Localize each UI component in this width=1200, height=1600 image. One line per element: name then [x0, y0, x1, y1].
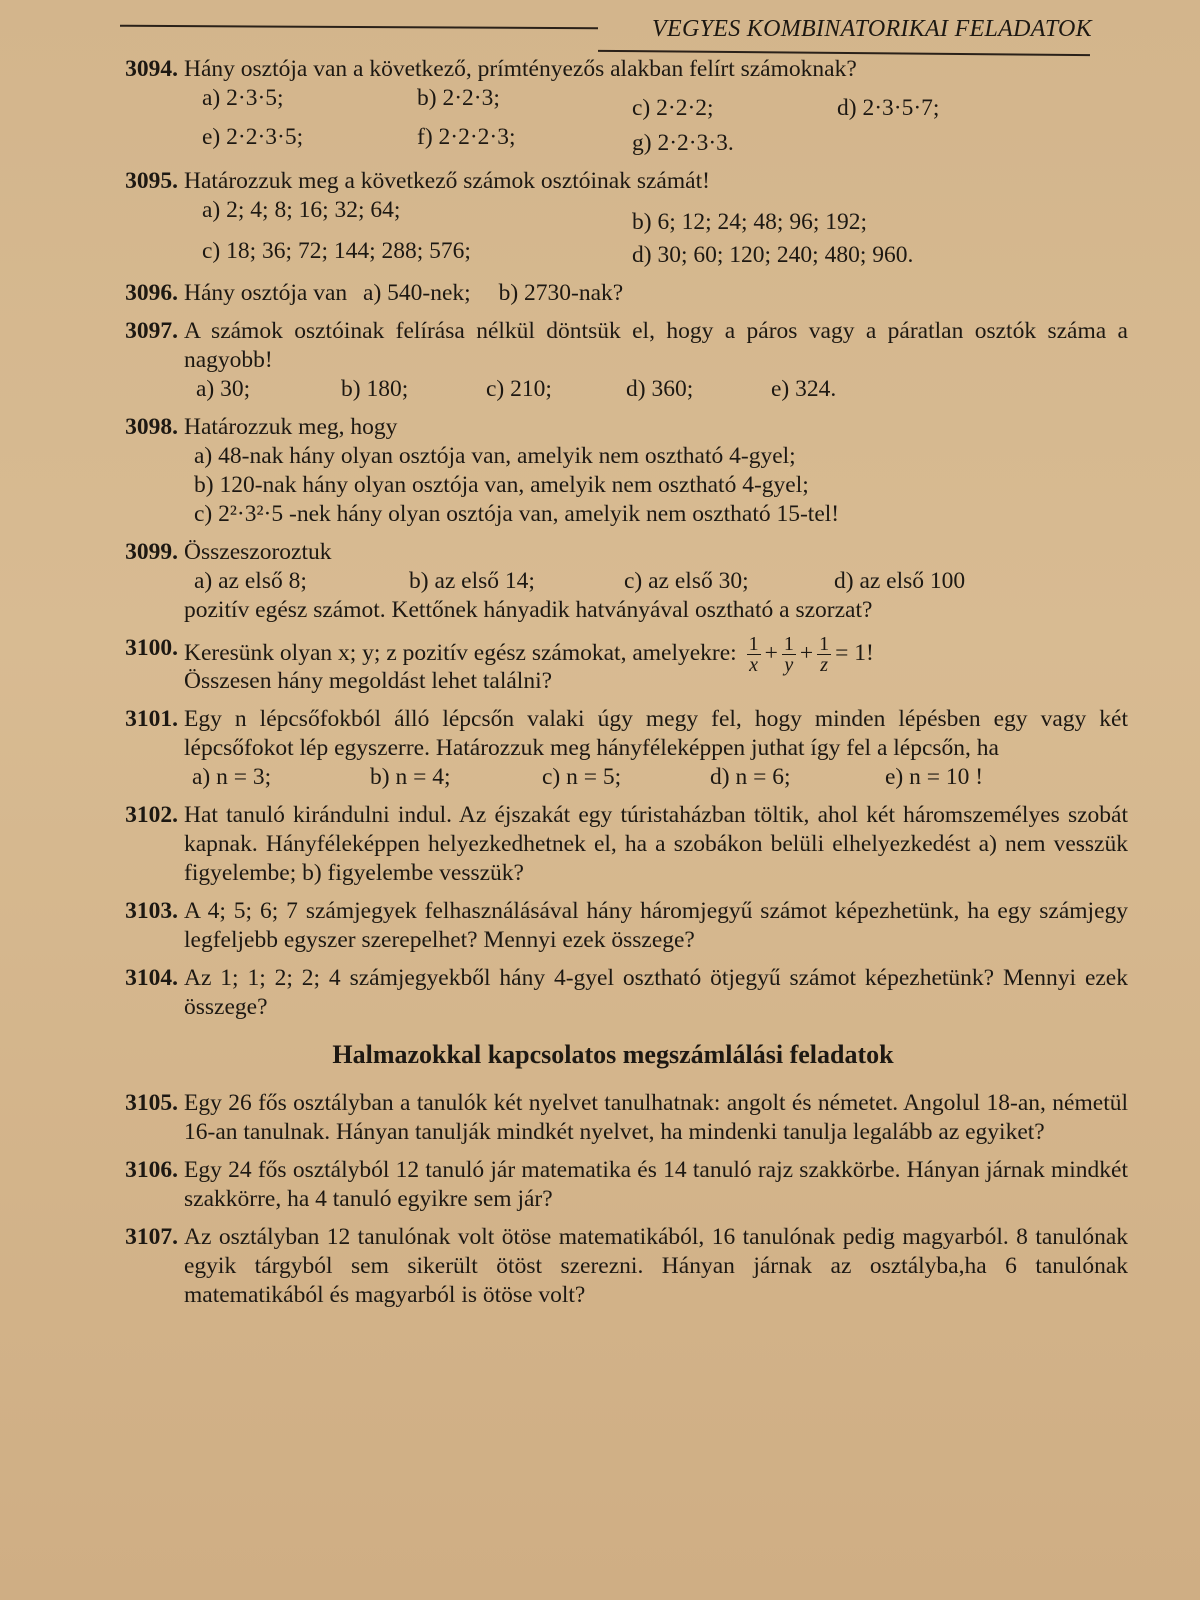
- option-b: b) az első 14;: [409, 568, 535, 594]
- equation-rhs: = 1!: [835, 639, 874, 666]
- option-b: b) 2·2·3;: [417, 85, 500, 111]
- equation: $\frac{1}{x}$ + $\frac{1}{y}$ + $\frac{1}{z}$ = 1!: [748, 633, 874, 676]
- problem-number: 3099.: [125, 539, 178, 565]
- option-a: a) 48-nak hány olyan osztója van, amelyik nem osztható 4-gyel;: [194, 443, 796, 469]
- problem-text: Határozzuk meg a következő számok osztóinak számát!: [184, 168, 710, 194]
- exercise-list: [98, 55, 1128, 1319]
- fraction-numerator: 1: [783, 633, 794, 655]
- problem-number: 3105.: [125, 1090, 178, 1116]
- problem-text: Hány osztója van a következő, prímtényezős alakban felírt számoknak?: [184, 56, 857, 82]
- option-d: d) 30; 60; 120; 240; 480; 960.: [632, 242, 914, 268]
- problem-3107: [98, 1223, 1128, 1310]
- problem-text: Az osztályban 12 tanulónak volt ötöse matematikából, 16 tanulónak pedig magyarból. 8 tanulónak egyik tárgyból sem sikerült ötöst szerezni. Hányan járnak az osztályba,ha 6 tanulónak matematikából és magyarból is ötöse volt?: [184, 1224, 1128, 1308]
- option-a: a) az első 8;: [194, 568, 307, 594]
- option-c: c) az első 30;: [624, 568, 749, 594]
- option-a: a) 2; 4; 8; 16; 32; 64;: [202, 197, 401, 223]
- problem-3100: [98, 634, 1128, 696]
- option-a: a) 540-nek;: [363, 280, 471, 306]
- problem-3096: [98, 279, 1128, 308]
- option-c: c) 2·2·2;: [632, 95, 714, 121]
- section-title: Halmazokkal kapcsolatos megszámlálási feladatok: [332, 1040, 894, 1069]
- problem-3104: [98, 964, 1128, 1022]
- header-rule: [120, 25, 598, 30]
- problem-text: Egy 24 fős osztályból 12 tanuló jár matematika és 14 tanuló rajz szakkörbe. Hányan járnak mindkét szakkörre, ha 4 tanuló egyikre sem jár?: [184, 1157, 1128, 1212]
- option-b: b) 120-nak hány olyan osztója van, amelyik nem osztható 4-gyel;: [194, 472, 809, 498]
- problem-3106: [98, 1156, 1128, 1214]
- fraction-denominator: z: [820, 654, 829, 676]
- option-e: e) 2·2·3·5;: [202, 124, 304, 150]
- fraction-numerator: 1: [748, 633, 759, 655]
- problem-text: A 4; 5; 6; 7 számjegyek felhasználásával hány háromjegyű számot képezhetünk, ha egy számjegy legfeljebb egyszer szerepelhet? Mennyi ezek összege?: [184, 898, 1128, 953]
- problem-text: Hány osztója van: [184, 280, 348, 306]
- option-b: b) 180;: [341, 376, 409, 402]
- problem-tail: pozitív egész számot. Kettőnek hányadik hatványával osztható a szorzat?: [184, 597, 873, 623]
- problem-number: 3102.: [125, 802, 178, 828]
- option-c: c) 210;: [486, 376, 552, 402]
- fraction-numerator: 1: [819, 633, 830, 655]
- problem-number: 3107.: [125, 1224, 178, 1250]
- option-c: c) 18; 36; 72; 144; 288; 576;: [202, 238, 471, 264]
- problem-text: A számok osztóinak felírása nélkül döntsük el, hogy a páros vagy a páratlan osztók száma a nagyobb!: [184, 318, 1128, 373]
- problem-tail: Összesen hány megoldást lehet találni?: [184, 668, 553, 694]
- option-e: e) 324.: [771, 376, 837, 402]
- option-d: d) az első 100: [834, 568, 966, 594]
- problem-number: 3100.: [125, 635, 178, 661]
- option-g: g) 2·2·3·3.: [632, 130, 734, 156]
- option-d: d) 2·3·5·7;: [837, 95, 940, 121]
- problem-text: Az 1; 1; 2; 2; 4 számjegyekből hány 4-gyel osztható ötjegyű számot képezhetünk? Mennyi ezek összege?: [184, 965, 1128, 1020]
- problem-number: 3103.: [125, 898, 178, 924]
- problem-number: 3095.: [125, 168, 178, 194]
- problem-number: 3098.: [125, 414, 178, 440]
- problem-text: Egy 26 fős osztályban a tanulók két nyelvet tanulhatnak: angolt és németet. Angolul 18-an, németül 16-an tanulnak. Hányan tanulják mindkét nyelvet, ha mindenki tanulja legalább az egyiket?: [184, 1090, 1128, 1145]
- problem-number: 3096.: [125, 280, 178, 306]
- problem-3099: [98, 538, 1128, 625]
- problem-number: 3094.: [125, 56, 178, 82]
- option-a: a) 2·3·5;: [202, 85, 284, 111]
- option-b: b) n = 4;: [370, 764, 451, 790]
- problem-3101: [98, 705, 1128, 792]
- problem-3103: [98, 897, 1128, 955]
- problem-text: Egy n lépcsőfokból álló lépcsőn valaki úgy megy fel, hogy minden lépésben egy vagy két lépcsőfokot lép egyszerre. Határozzuk meg hányféleképpen juthat így fel a lépcsőn, ha: [184, 706, 1128, 761]
- option-b: b) 6; 12; 24; 48; 96; 192;: [632, 209, 867, 235]
- option-b: b) 2730-nak?: [498, 280, 624, 306]
- problem-3094: [98, 55, 1128, 158]
- option-a: a) 30;: [196, 376, 251, 402]
- fraction-denominator: y: [784, 654, 794, 676]
- option-a: a) n = 3;: [192, 764, 272, 790]
- problem-text: Hat tanuló kirándulni indul. Az éjszakát egy túristaházban töltik, ahol két háromszemélyes szobát kapnak. Hányféleképpen helyezkedhetnek el, ha a szobákon belüli elhelyezkedést a) nem vesszük figyelembe; b) figyelembe vesszük?: [184, 802, 1128, 886]
- problem-number: 3106.: [125, 1157, 178, 1183]
- option-c: c) n = 5;: [542, 764, 622, 790]
- running-head: VEGYES KOMBINATORIKAI FELADATOK: [652, 16, 1092, 42]
- problem-3102: [98, 801, 1128, 888]
- page-header: [120, 14, 1100, 54]
- problem-3095: [98, 167, 1128, 270]
- option-e: e) n = 10 !: [885, 764, 984, 790]
- problem-3097: [98, 317, 1128, 404]
- problem-3098: [98, 413, 1128, 529]
- problem-number: 3101.: [125, 706, 178, 732]
- fraction-denominator: x: [749, 654, 759, 676]
- problem-text: Keresünk olyan x; y; z pozitív egész számokat, amelyekre:: [184, 639, 737, 666]
- problem-3105: [98, 1089, 1128, 1147]
- problem-text: Határozzuk meg, hogy: [184, 414, 398, 440]
- option-c: c) 2²·3²·5 -nek hány olyan osztója van, amelyik nem osztható 15-tel!: [194, 501, 840, 527]
- option-f: f) 2·2·2·3;: [417, 124, 516, 150]
- option-d: d) n = 6;: [710, 764, 791, 790]
- problem-number: 3104.: [125, 965, 178, 991]
- option-d: d) 360;: [626, 376, 694, 402]
- problem-number: 3097.: [125, 318, 178, 344]
- problem-text: Összeszoroztuk: [184, 539, 332, 565]
